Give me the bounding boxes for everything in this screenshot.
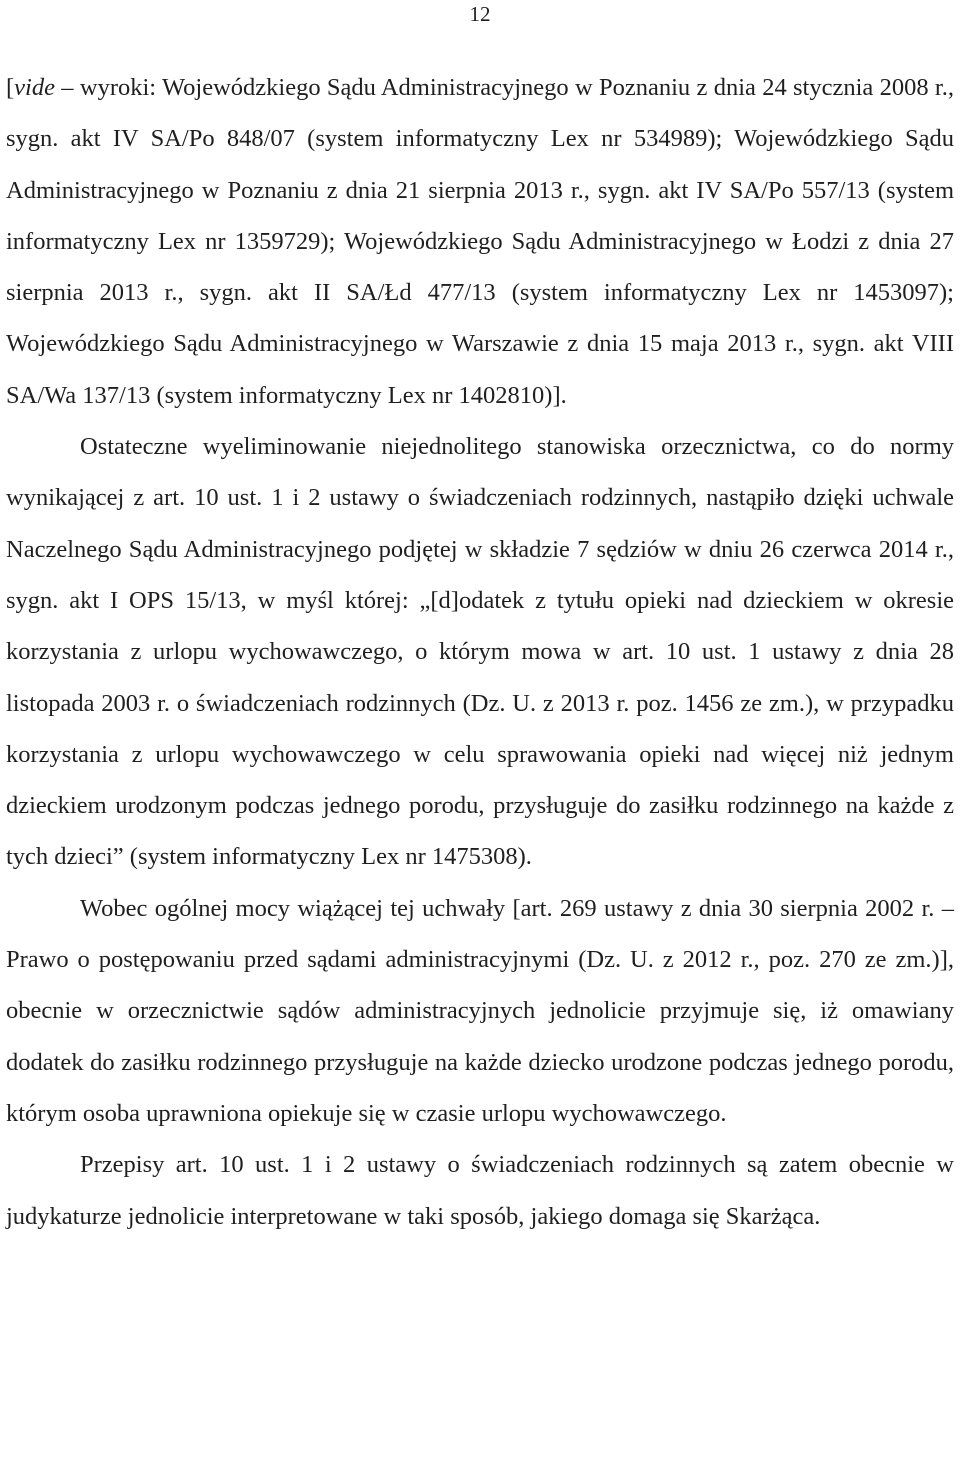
paragraph-conclusion: Przepisy art. 10 ust. 1 i 2 ustawy o świadczeniach rodzinnych są zatem obecnie w judykaturze jednolicie interpretowane w taki sposób, jakiego domaga się Skarżąca. (6, 1151, 954, 1230)
paragraph-binding-force: Wobec ogólnej mocy wiążącej tej uchwały [art. 269 ustawy z dnia 30 sierpnia 2002 r. – Prawo o postępowaniu przed sądami administracyjnymi (Dz. U. z 2012 r., poz. 270 ze zm.)], obecnie w orzecznictwie sądów administracyjnych jednolicie przyjmuje się, iż omawiany dodatek do zasiłku rodzinnego przysługuje na każde dziecko urodzone podczas jednego porodu, którym osoba uprawniona opiekuje się w czasie urlopu wychowawczego. (6, 894, 954, 1127)
page-number: 12 (469, 2, 491, 26)
paragraph-resolution: Ostateczne wyeliminowanie niejednolitego stanowiska orzecznictwa, co do normy wynikającej z art. 10 ust. 1 i 2 ustawy o świadczeniach rodzinnych, nastąpiło dzięki uchwale Naczelnego Sądu Administracyjnego podjętej w składzie 7 sędziów w dniu 26 czerwca 2014 r., sygn. akt I OPS 15/13, w myśl której: „[d]odatek z tytułu opieki nad dzieckiem w okresie korzystania z urlopu wychowawczego, o którym mowa w art. 10 ust. 1 ustawy z dnia 28 listopada 2003 r. o świadczeniach rodzinnych (Dz. U. z 2013 r. poz. 1456 ze zm.), w przypadku korzystania z urlopu wychowawczego w celu sprawowania opieki nad więcej niż jednym dzieckiem urodzonym podczas jednego porodu, przysługuje do zasiłku rodzinnego na każde z tych dzieci” (system informatyczny Lex nr 1475308). (6, 433, 954, 871)
opening-bracket: [ (6, 74, 15, 101)
paragraph-case-references (6, 62, 954, 421)
paragraph-text: – wyroki: Wojewódzkiego Sądu Administracyjnego w Poznaniu z dnia 24 stycznia 2008 r., sygn. akt IV SA/Po 848/07 (system informatyczny Lex nr 534989); Wojewódzkiego Sądu Administracyjnego w Poznaniu z dnia 21 sierpnia 2013 r., sygn. akt IV SA/Po 557/13 (system informatyczny Lex nr 1359729); Wojewódzkiego Sądu Administracyjnego w Łodzi z dnia 27 sierpnia 2013 r., sygn. akt II SA/Łd 477/13 (system informatyczny Lex nr 1453097); Wojewódzkiego Sądu Administracyjnego w Warszawie z dnia 15 maja 2013 r., sygn. akt VIII SA/Wa 137/13 (system informatyczny Lex nr 1402810)]. (6, 74, 954, 409)
document-body (6, 62, 954, 1242)
vide-italic: vide (14, 74, 55, 101)
